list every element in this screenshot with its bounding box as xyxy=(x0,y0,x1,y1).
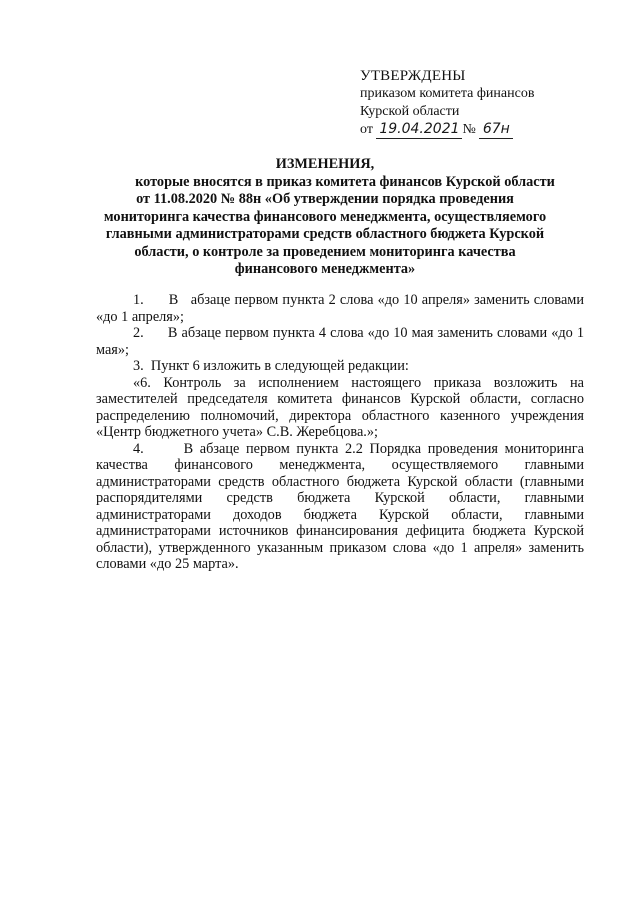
paragraph-item-4: 4. В абзаце первом пункта 2.2 Порядка проведения мониторинга качества финансового менеджмента, осуществляемого главными администраторами средств областного бюджета Курской области (главными распорядителями средств бюджета Курской области, главными администраторами доходов бюджета Курской области, главными администраторами источников финансирования дефицита бюджета Курской области), утвержденного указанным приказом слова «до 1 апреля» заменить словами «до 25 марта». xyxy=(96,440,588,572)
handwritten-date: 19.04.2021 xyxy=(379,121,460,137)
number-label: № xyxy=(462,122,476,137)
paragraph-item-3: 3. Пункт 6 изложить в следующей редакции: xyxy=(133,358,409,374)
handwritten-number: 67н xyxy=(482,121,510,137)
heading-line-2: которые вносятся в приказ комитета финансов Курской области xyxy=(135,173,555,190)
approval-title: УТВЕРЖДЕНЫ xyxy=(360,68,466,84)
heading-line-7: финансового менеджмента» xyxy=(234,261,416,277)
approval-date-line xyxy=(360,121,534,139)
paragraph-item-1: 1. В абзаце первом пункта 2 слова «до 10 апреля» заменить словами «до 1 апреля»; xyxy=(96,292,588,325)
paragraph-item-2: 2. В абзаце первом пункта 4 слова «до 10 мая заменить словами «до 1 мая»; xyxy=(96,325,588,358)
heading-line-1: ИЗМЕНЕНИЯ, xyxy=(275,156,375,172)
approval-line-2: Курской области xyxy=(360,104,460,119)
heading-line-6: области, о контроле за проведением мониторинга качества xyxy=(134,243,516,260)
approval-line-1: приказом комитета финансов xyxy=(360,86,535,101)
approval-block xyxy=(360,67,534,139)
heading-line-5: главными администраторами средств областного бюджета Курской xyxy=(105,226,545,242)
from-label: от xyxy=(360,122,373,137)
heading-line-4: мониторинга качества финансового менеджмента, осуществляемого xyxy=(103,208,547,225)
heading-line-3: от 11.08.2020 № 88н «Об утверждении порядка проведения xyxy=(136,191,514,207)
document-body xyxy=(96,292,588,573)
paragraph-item-3-text: «6. Контроль за исполнением настоящего приказа возложить на заместителей председателя комитета финансов Курской области, согласно распределению полномочий, директора областного казенного учреждения «Центр бюджетного учета» С.В. Жеребцова.»; xyxy=(96,374,584,440)
document-heading xyxy=(90,156,560,279)
